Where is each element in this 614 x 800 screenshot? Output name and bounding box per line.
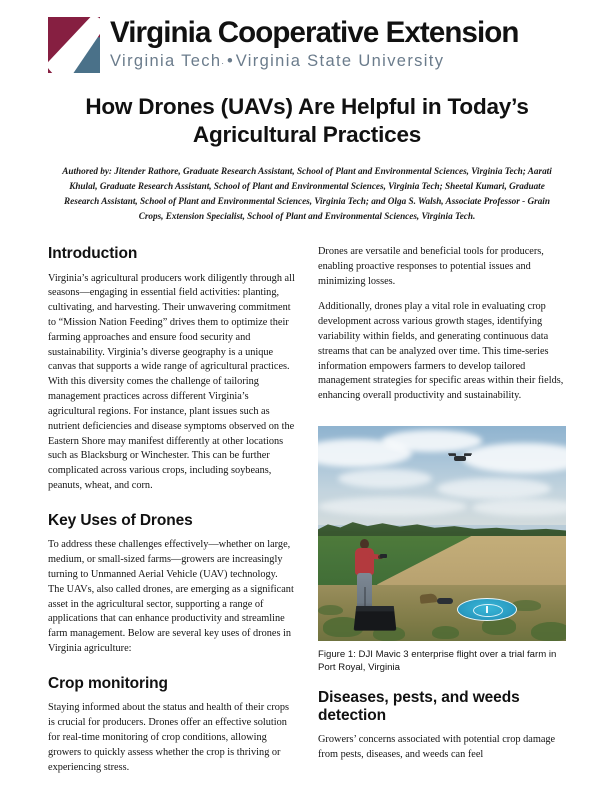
photo-weed-clump [531, 622, 566, 641]
heading-diseases-pests-weeds-detection: Diseases, pests, and weeds detection [318, 688, 520, 725]
photo-weed-clump [318, 605, 343, 616]
drone-rotor-right [464, 453, 472, 455]
landing-pad-ring [473, 604, 503, 617]
brand-subtitle-right: Virginia State University [235, 52, 445, 71]
spacer [48, 668, 296, 675]
paragraph-key-uses: To address these challenges effectively—whether on large, medium, or small-sized farms—growers are increasingly turning to Unmanned Aerial Vehicle (UAV) technology. The UAVs, also called drones, are emerging as a significant asset in the agricultural sector, supporting a range of applications that can enhance productivity and streamline farm management. Below are several key uses of drones in Virginia agriculture: [48, 539, 294, 655]
brand-subtitle-tm: . [221, 56, 224, 67]
brand-subtitle [110, 52, 566, 71]
drone-rotor-left [448, 453, 456, 455]
left-column [48, 245, 296, 776]
photo-ground-gear [437, 598, 453, 604]
heading-introduction: Introduction [48, 244, 138, 262]
paragraph-crop-development: Additionally, drones play a vital role in evaluating crop development across various growth stages, identifying variability within fields, and generating continuous data streams that can be analyzed over time. This time-series information empowers farmers to develop tailored management strategies for specific areas within their fields, enhancing overall productivity and sustainability. [318, 301, 564, 402]
virginia-tech-vt-logo-mark-icon [48, 17, 100, 73]
page-title: How Drones (UAVs) Are Helpful in Today’s Agricultural Practices [85, 94, 529, 147]
equipment-case-lid [356, 606, 395, 611]
right-column [318, 245, 566, 762]
paragraph-introduction: Virginia’s agricultural producers work diligently through all seasons—engaging in essential field activities: planting, cultivating, and harvesting. Their unwavering commitment to “Mission Nation Feeding” drives them to optimize their farming approaches and ensure food security and sustainability. Virginia’s diverse geography is a unique canvas that supports a wide range of agricultural practices. With this diversity comes the challenge of tailoring management practices across different Virginia’s agricultural regions. For instance, plant issues such as nutrient deficiencies and disease symptoms observed on the Eastern Shore may manifest differently at other locations such as Blacksburg or Winchester. This can be further complicated across various crops, including soybeans, peanuts, wheat, and corn. [48, 272, 295, 491]
drone-icon [449, 453, 471, 462]
landing-pad-marker [486, 606, 488, 613]
brand-title: Virginia Cooperative Extension [110, 16, 519, 49]
heading-crop-monitoring: Crop monitoring [48, 674, 168, 692]
figure-1-caption: Figure 1: DJI Mavic 3 enterprise flight over a trial farm in Port Royal, Virginia [318, 649, 557, 674]
spacer [318, 675, 566, 689]
masthead-text [110, 17, 566, 71]
paragraph-drones-versatile: Drones are versatile and beneficial tools for producers, enabling proactive responses to potential issues and minimizing losses. [318, 245, 544, 287]
brand-subtitle-bullet: • [226, 52, 233, 71]
operator-red-shirt [355, 548, 374, 575]
photo-cloud [437, 478, 551, 500]
photo-drone-landing-pad [457, 598, 517, 621]
drone-controller-icon [380, 554, 387, 558]
photo-equipment-case [354, 606, 397, 631]
masthead [48, 0, 566, 73]
spacer [48, 505, 296, 512]
spacer [318, 415, 566, 426]
figure-1-photo [318, 426, 566, 641]
photo-cloud [382, 430, 481, 452]
photo-weed-clump [432, 626, 459, 639]
body-columns [48, 245, 566, 776]
paragraph-diseases-pests-weeds: Growers’ concerns associated with potential crop damage from pests, diseases, and weeds can feel [318, 733, 556, 760]
photo-ground-gear [419, 593, 437, 604]
heading-key-uses-of-drones: Key Uses of Drones [48, 511, 193, 529]
drone-body [454, 456, 466, 461]
brand-subtitle-left: Virginia Tech [110, 52, 222, 71]
author-byline: Authored by: Jitender Rathore, Graduate Research Assistant, School of Plant and Environmental Sciences, Virginia Tech; Aarati Khulal, Graduate Research Assistant, School of Plant and Environmental Sciences, Virginia Tech; Sheetal Kumari, Graduate Research Assistant, School of Plant and Environmental Sciences, Virginia Tech; and Olga S. Walsh, Associate Professor - Grain Crops, Extension Specialist, School of Plant and Environmental Sciences, Virginia Tech. [62, 166, 552, 222]
figure-1 [318, 426, 566, 674]
paragraph-crop-monitoring: Staying informed about the status and health of their crops is crucial for producers. Drones offer an effective solution for real-time monitoring of crop conditions, allowing growers to quickly assess whether the crop is thriving or experiencing stress. [48, 702, 290, 773]
